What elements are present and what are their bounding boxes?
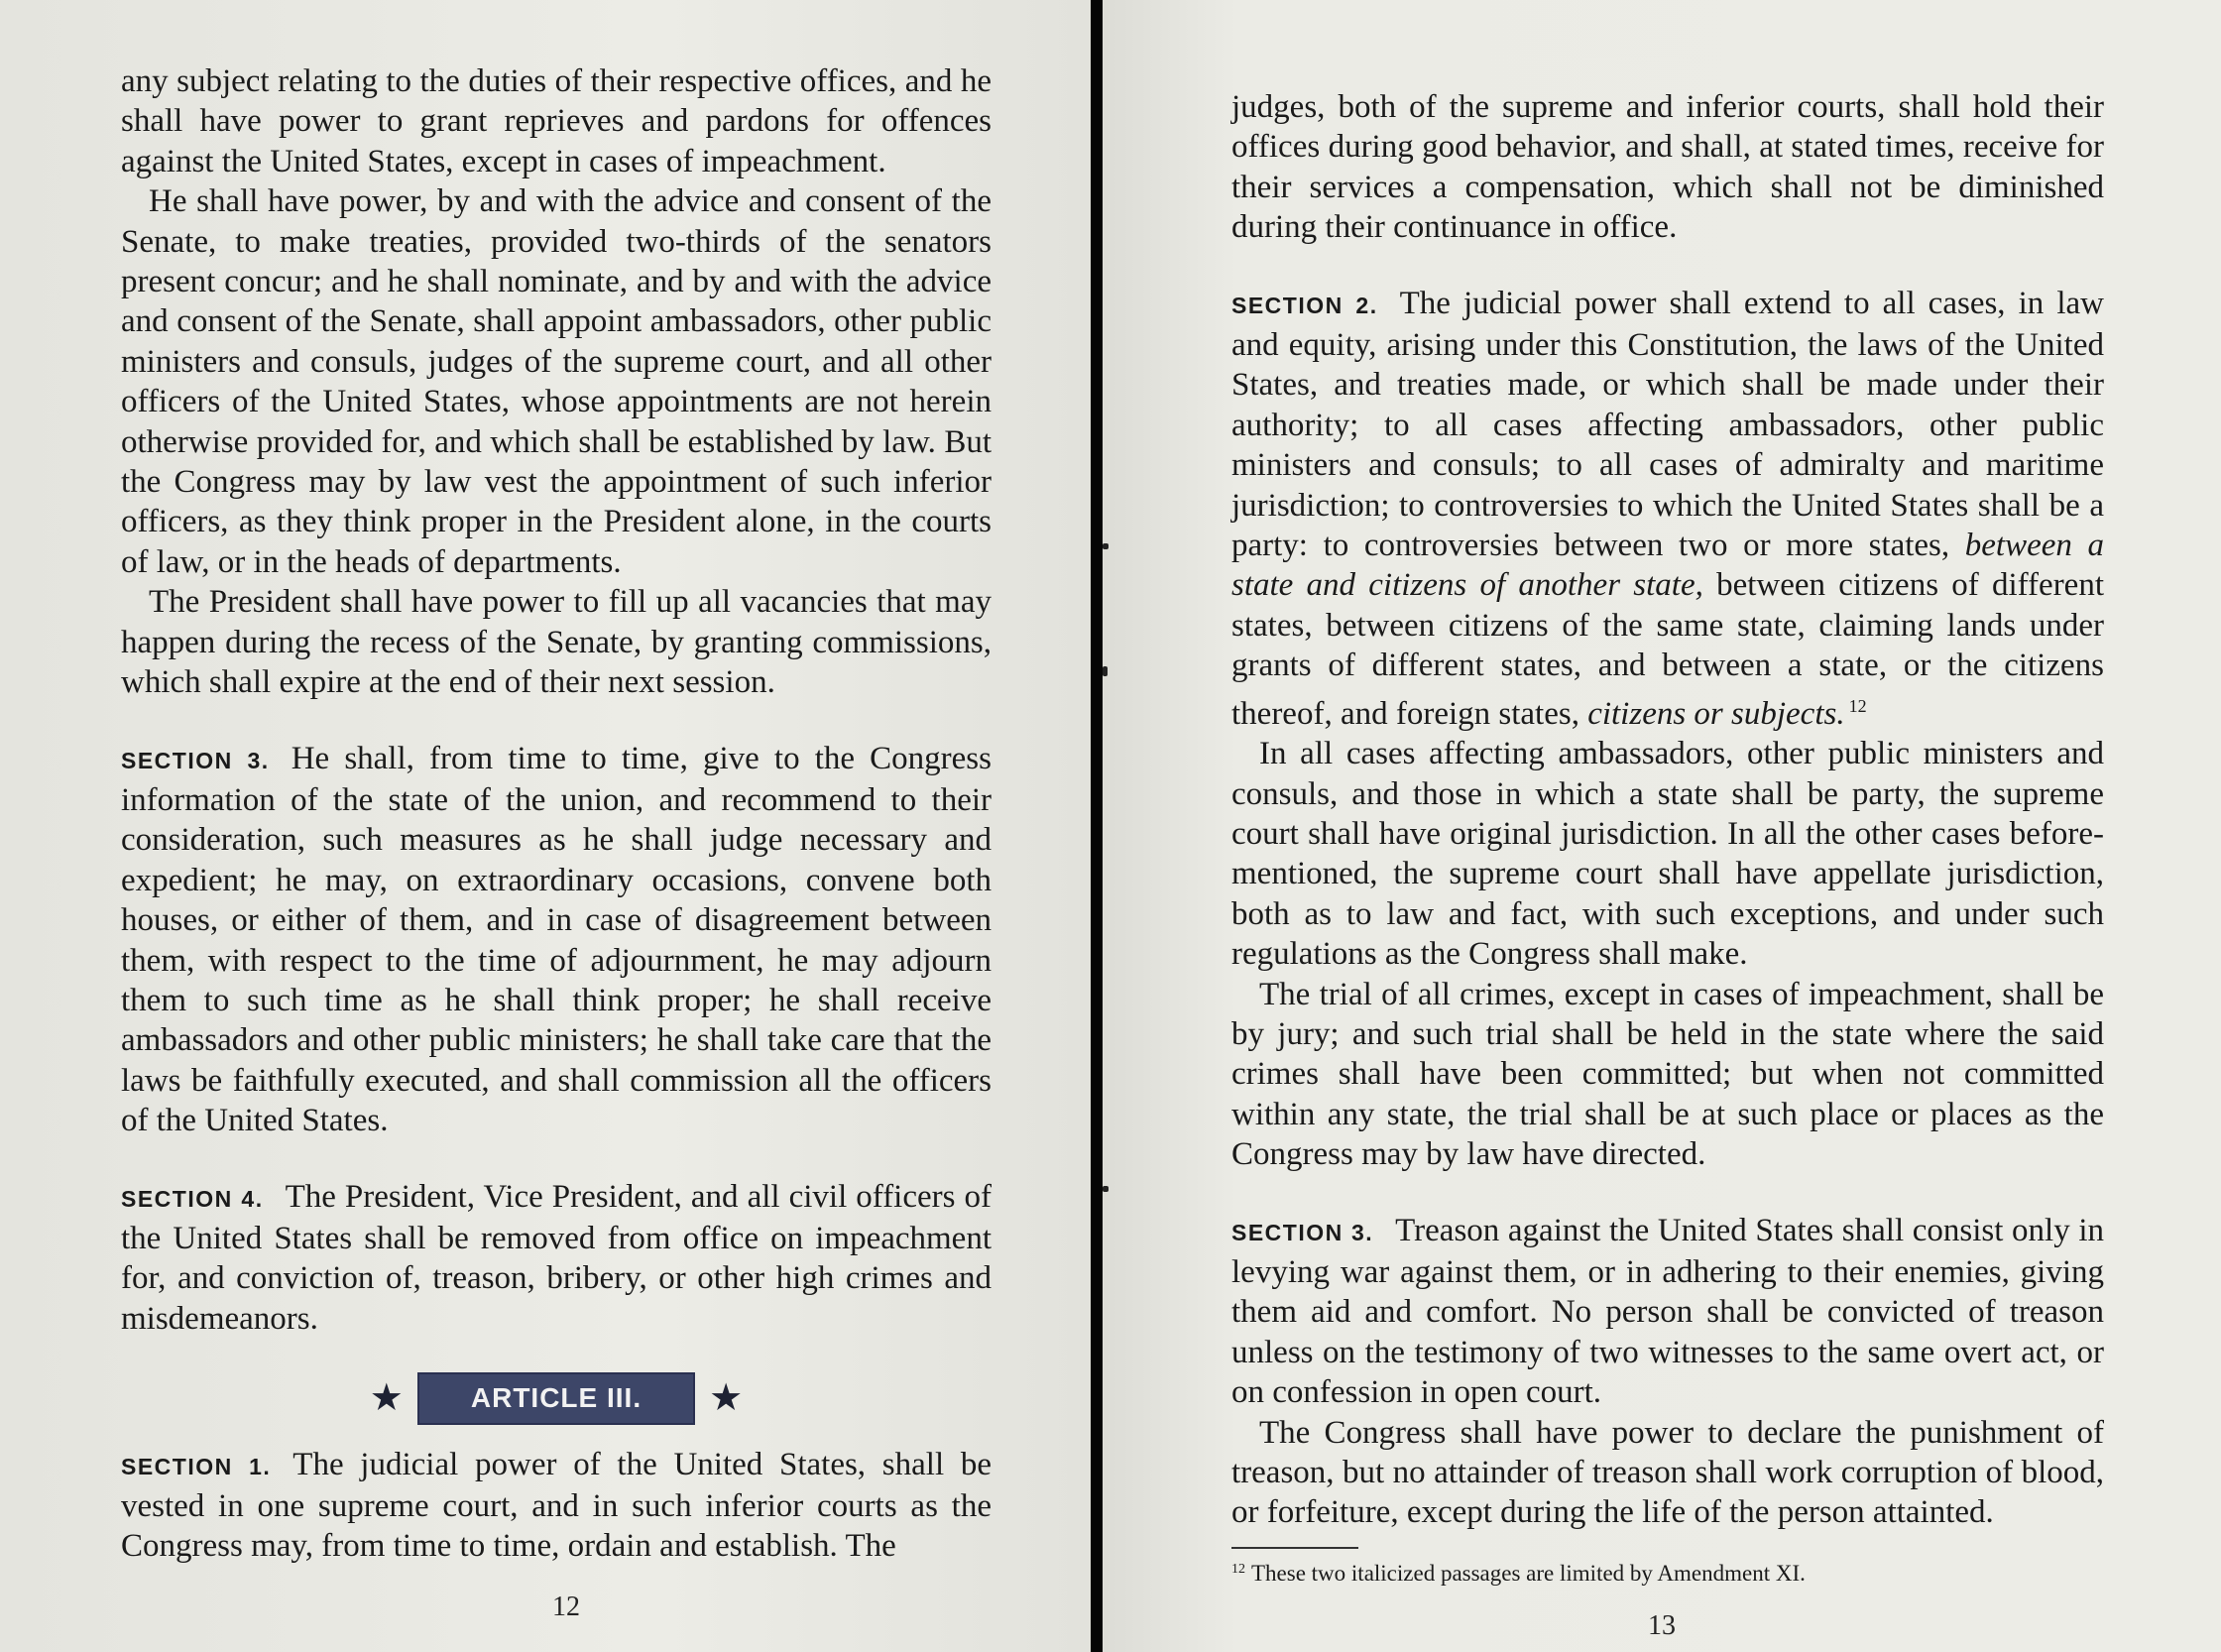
- left-page: [0, 0, 1091, 1652]
- section-2-italic-a: between a state and citizens of another state,: [1231, 528, 2104, 604]
- section-2-paragraph: [1231, 284, 2104, 734]
- section-2-italic-b: citizens or subjects.: [1587, 695, 1845, 732]
- section-3-paragraph-right: [1231, 1211, 2104, 1413]
- paragraph-trial: The trial of all crimes, except in cases of impeachment, shall be by jury; and such trial shall be held in the state where the said crimes shall have been committed; but when not committed within any state, the trial shall be at such place or places as the Congress may by law have directed.: [1231, 976, 2104, 1173]
- article-title: ARTICLE III.: [417, 1372, 695, 1424]
- article-section-1-text: The judicial power of the United States, shall be vested in one supreme court, and in such inferior courts as the Congress may, from time to time, ordain and establish. The: [121, 1446, 992, 1565]
- section-4-paragraph: [121, 1177, 992, 1340]
- paragraph-treaties: He shall have power, by and with the advice and consent of the Senate, to make treaties, provided two-thirds of the senators present concur; and he shall nominate, and by and with the advice and consent of the Senate, shall appoint ambassadors, other public ministers and consuls, judges of the supreme court, and all other officers of the United States, whose appointments are not herein otherwise provided for, and which shall be established by law. But the Congress may by law vest the appointment of such inferior officers, as they think proper in the President alone, in the courts of law, or in the heads of departments.: [121, 183, 992, 580]
- section-3-label: SECTION 3.: [121, 747, 270, 773]
- section-3-text-right: Treason against the United States shall consist only in levying war against them, or in adhering to their enemies, giving them aid and comfort. No person shall be convicted of treason unless on the testimony of two witnesses to the same overt act, or on confession in open court.: [1231, 1212, 2104, 1411]
- left-page-text-column: [121, 61, 992, 1567]
- star-icon: ★: [709, 1377, 744, 1420]
- section-2-text-b: between citizens of different states, between citizens of the same state, claiming lands under grants of different states, and between a state, or the citizens thereof, and foreign states,: [1231, 567, 2104, 732]
- paragraph-judges: judges, both of the supreme and inferior courts, shall hold their offices during good behavior, and shall, at stated times, receive for their services a compensation, which shall not be diminished during their continuance in office.: [1231, 89, 2104, 246]
- page-number-left: 12: [552, 1592, 580, 1622]
- section-3-paragraph: [121, 739, 992, 1141]
- article-banner: [121, 1372, 992, 1424]
- section-4-text: The President, Vice President, and all civil officers of the United States shall be removed from office on impeachment for, and conviction of, treason, bribery, or other high crimes and misdemeanors.: [121, 1178, 992, 1337]
- page-number-right: 13: [1648, 1610, 1676, 1641]
- section-4-label: SECTION 4.: [121, 1185, 264, 1212]
- section-2-text-a: The judicial power shall extend to all cases, in law and equity, arising under this Constitution, the laws of the United States, and treaties made, or which shall be made under their authority; to all cases affecting ambassadors, other public ministers and consuls; to all cases of admiralty and maritime jurisdiction; to controversies to which the United States shall be a party: to controversies between two or more states,: [1231, 285, 2104, 564]
- page-mark: [1103, 1186, 1109, 1192]
- footnote-divider: [1231, 1547, 1358, 1549]
- paragraph-vacancies: The President shall have power to fill up all vacancies that may happen during the recess of the Senate, by granting commissions, which shall expire at the end of their next session.: [121, 584, 992, 701]
- section-3-text: He shall, from time to time, give to the Congress information of the state of the union, and recommend to their consideration, such measures as he shall judge necessary and expedient; he may, on extraordinary occasions, convene both houses, or either of them, and in case of disagreement between them, with respect to the time of adjournment, he may adjourn them to such time as he shall think proper; he shall receive ambassadors and other public ministers; he shall take care that the laws be faithfully executed, and shall commission all the officers of the United States.: [121, 740, 992, 1139]
- article-section-1-label: SECTION 1.: [121, 1453, 272, 1479]
- star-icon: ★: [369, 1377, 404, 1420]
- right-page: [1103, 0, 2221, 1652]
- paragraph-treason-punishment: The Congress shall have power to declare the punishment of treason, but no attainder of treason shall work corruption of blood, or forfeiture, except during the life of the person attainted.: [1231, 1414, 2104, 1531]
- page-mark: [1103, 543, 1109, 549]
- paragraph-jurisdiction: In all cases affecting ambassadors, other public ministers and consuls, and those in which a state shall be party, the supreme court shall have original jurisdiction. In all the other cases before-mentioned, the supreme court shall have appellate jurisdiction, both as to law and fact, with such exceptions, and under such regulations as the Congress shall make.: [1231, 736, 2104, 973]
- footnote-text: These two italicized passages are limited by Amendment XI.: [1251, 1560, 1806, 1586]
- right-page-text-column: [1231, 87, 2104, 1589]
- footnote: [1231, 1555, 2104, 1589]
- book-gutter: [1091, 0, 1103, 1652]
- section-2-label: SECTION 2.: [1231, 292, 1378, 318]
- footnote-reference: 12: [1848, 695, 1867, 716]
- section-3-label-right: SECTION 3.: [1231, 1219, 1374, 1245]
- paragraph-continued: any subject relating to the duties of their respective offices, and he shall have power to grant reprieves and pardons for offences against the United States, except in cases of impeachment.: [121, 63, 992, 179]
- page-mark: [1103, 666, 1108, 676]
- footnote-marker: 12: [1231, 1561, 1245, 1577]
- article-section-1-paragraph: [121, 1445, 992, 1567]
